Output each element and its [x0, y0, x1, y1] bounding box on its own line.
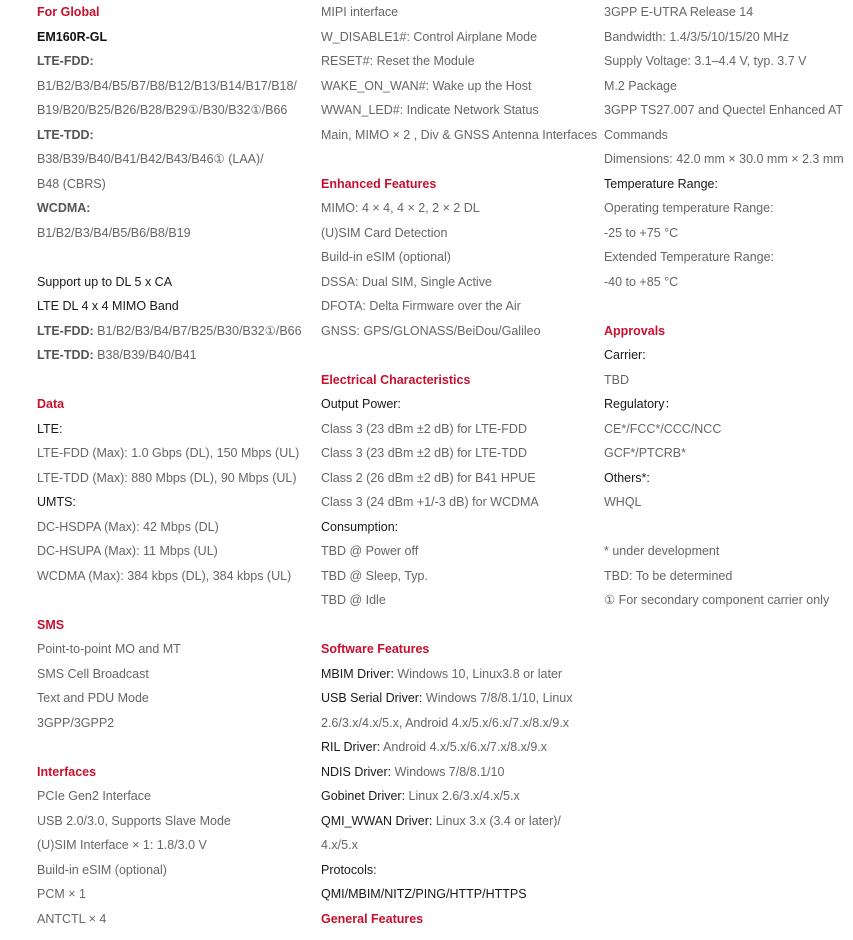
- interface-item: W_DISABLE1#: Control Airplane Mode: [321, 29, 538, 44]
- interface-item: MIPI interface: [321, 5, 399, 19]
- output-power-item: Class 2 (26 dBm ±2 dB) for B41 HPUE: [321, 470, 536, 485]
- operating-temp-label: Operating temperature Range:: [604, 201, 774, 215]
- column-right: [604, 0, 849, 613]
- interface-item: WWAN_LED#: Indicate Network Status: [321, 103, 539, 117]
- interface-item: ANTCTL × 4: [37, 911, 107, 926]
- general-item: Dimensions: 42.0 mm × 30.0 mm × 2.3 mm: [604, 152, 844, 166]
- protocols-label: Protocols:: [321, 862, 377, 877]
- protocols-value: QMI/MBIM/NITZ/PING/HTTP/HTTPS: [321, 887, 527, 901]
- footnote-tbd: TBD: To be determined: [604, 568, 733, 583]
- ndis-driver-value: Windows 7/8/8.1/10: [391, 764, 505, 779]
- qmi-wwan-driver-value: Linux 3.x (3.4 or later)/: [432, 813, 561, 828]
- wcdma-bands: B1/B2/B3/B4/B5/B6/B8/B19: [37, 225, 191, 240]
- wcdma-label: WCDMA:: [37, 201, 91, 215]
- lte-fdd-bands-2: B19/B20/B25/B26/B28/B29①/B30/B32①/B66: [37, 103, 288, 117]
- lte-tdd-label: LTE-TDD:: [37, 127, 94, 142]
- column-middle: [321, 0, 596, 931]
- operating-temp-value: -25 to +75 °C: [604, 225, 679, 240]
- interface-item: WAKE_ON_WAN#: Wake up the Host: [321, 78, 532, 93]
- lte-tdd-rate: LTE-TDD (Max): 880 Mbps (DL), 90 Mbps (UL): [37, 470, 297, 485]
- interface-item: PCM × 1: [37, 887, 86, 901]
- interface-item: Main, MIMO × 2 , Div & GNSS Antenna Interfaces: [321, 127, 598, 142]
- interface-item: RESET#: Reset the Module: [321, 54, 475, 68]
- enhanced-item: Build-in eSIM (optional): [321, 250, 451, 264]
- footnote-under-development: * under development: [604, 544, 720, 558]
- footnote-secondary-carrier: ① For secondary component carrier only: [604, 593, 830, 607]
- mimo-tdd-bands: B38/B39/B40/B41: [93, 348, 197, 362]
- general-item: Commands: [604, 127, 668, 142]
- wcdma-rate: WCDMA (Max): 384 kbps (DL), 384 kbps (UL): [37, 568, 292, 583]
- enhanced-item: MIMO: 4 × 4, 4 × 2, 2 × 2 DL: [321, 201, 480, 215]
- enhanced-item: GNSS: GPS/GLONASS/BeiDou/Galileo: [321, 323, 541, 338]
- lte-fdd-rate: LTE-FDD (Max): 1.0 Gbps (DL), 150 Mbps (UL): [37, 446, 300, 460]
- consumption-item: TBD @ Idle: [321, 593, 386, 607]
- sms-item: Text and PDU Mode: [37, 691, 149, 705]
- consumption-item: TBD @ Power off: [321, 544, 419, 558]
- extended-temp-value: -40 to +85 °C: [604, 274, 679, 289]
- heading-data: Data: [37, 397, 65, 411]
- output-power-item: Class 3 (24 dBm +1/-3 dB) for WCDMA: [321, 495, 539, 509]
- temperature-range-label: Temperature Range:: [604, 176, 718, 191]
- mimo-band-title: LTE DL 4 x 4 MIMO Band: [37, 299, 179, 313]
- umts-label: UMTS:: [37, 495, 76, 509]
- interface-item: USB 2.0/3.0, Supports Slave Mode: [37, 813, 231, 828]
- others-label: Others*:: [604, 470, 650, 485]
- ndis-driver-label: NDIS Driver:: [321, 764, 392, 779]
- heading-enhanced-features: Enhanced Features: [321, 176, 437, 191]
- mimo-fdd-label: LTE-FDD:: [37, 323, 94, 338]
- mimo-fdd-row: [37, 319, 307, 344]
- heading-sms: SMS: [37, 617, 65, 632]
- mimo-tdd-label: LTE-TDD:: [37, 348, 94, 362]
- carrier-label: Carrier:: [604, 348, 646, 362]
- lte-tdd-bands-2: B48 (CBRS): [37, 176, 106, 191]
- output-power-label: Output Power:: [321, 397, 401, 411]
- ril-driver-label: RIL Driver:: [321, 740, 381, 754]
- enhanced-item: DSSA: Dual SIM, Single Active: [321, 274, 492, 289]
- ril-driver-row: [321, 735, 596, 760]
- model-name: EM160R-GL: [37, 29, 108, 44]
- regulatory-label: Regulatory：: [604, 397, 677, 411]
- interface-item: Build-in eSIM (optional): [37, 862, 167, 877]
- gobinet-driver-label: Gobinet Driver:: [321, 789, 406, 803]
- hsdpa-rate: DC-HSDPA (Max): 42 Mbps (DL): [37, 519, 219, 534]
- gobinet-driver-value: Linux 2.6/3.x/4.x/5.x: [405, 789, 520, 803]
- usb-serial-driver-row: [321, 686, 596, 711]
- carrier-value: TBD: [604, 372, 629, 387]
- gobinet-driver-row: [321, 784, 596, 809]
- lte-fdd-bands-1: B1/B2/B3/B4/B5/B7/B8/B12/B13/B14/B17/B18/: [37, 78, 297, 93]
- column-left: [37, 0, 307, 931]
- lte-label: LTE:: [37, 421, 63, 436]
- mbim-driver-value: Windows 10, Linux3.8 or later: [393, 666, 563, 681]
- general-item: Supply Voltage: 3.1–4.4 V, typ. 3.7 V: [604, 54, 807, 68]
- extended-temp-label: Extended Temperature Range:: [604, 250, 775, 264]
- usb-serial-driver-value: Windows 7/8/8.1/10, Linux: [422, 691, 573, 705]
- qmi-wwan-driver-value-cont: 4.x/5.x: [321, 838, 358, 852]
- enhanced-item: DFOTA: Delta Firmware over the Air: [321, 299, 521, 313]
- mimo-tdd-row: [37, 343, 307, 368]
- qmi-wwan-driver-label: QMI_WWAN Driver:: [321, 813, 433, 828]
- heading-interfaces: Interfaces: [37, 764, 97, 779]
- heading-for-global: For Global: [37, 5, 100, 19]
- sms-item: 3GPP/3GPP2: [37, 715, 115, 730]
- interface-item: (U)SIM Interface × 1: 1.8/3.0 V: [37, 838, 207, 852]
- others-value: WHQL: [604, 495, 642, 509]
- heading-general-features: General Features: [321, 911, 424, 926]
- sms-item: SMS Cell Broadcast: [37, 666, 149, 681]
- output-power-item: Class 3 (23 dBm ±2 dB) for LTE-FDD: [321, 421, 527, 436]
- interface-item: PCIe Gen2 Interface: [37, 789, 151, 803]
- output-power-item: Class 3 (23 dBm ±2 dB) for LTE-TDD: [321, 446, 527, 460]
- ndis-driver-row: [321, 760, 596, 785]
- usb-serial-driver-value-cont: 2.6/3.x/4.x/5.x, Android 4.x/5.x/6.x/7.x/8.x/9.x: [321, 715, 570, 730]
- lte-tdd-bands-1: B38/B39/B40/B41/B42/B43/B46① (LAA)/: [37, 152, 264, 166]
- lte-fdd-label: LTE-FDD:: [37, 54, 94, 68]
- qmi-wwan-driver-row: [321, 809, 596, 834]
- general-item: 3GPP TS27.007 and Quectel Enhanced AT: [604, 103, 844, 117]
- usb-serial-driver-label: USB Serial Driver:: [321, 691, 423, 705]
- consumption-item: TBD @ Sleep, Typ.: [321, 568, 428, 583]
- hsupa-rate: DC-HSUPA (Max): 11 Mbps (UL): [37, 544, 218, 558]
- consumption-label: Consumption:: [321, 519, 399, 534]
- mbim-driver-label: MBIM Driver:: [321, 666, 394, 681]
- regulatory-item: CE*/FCC*/CCC/NCC: [604, 421, 722, 436]
- general-item: M.2 Package: [604, 78, 677, 93]
- regulatory-item: GCF*/PTCRB*: [604, 446, 686, 460]
- heading-software-features: Software Features: [321, 642, 430, 656]
- general-item: 3GPP E-UTRA Release 14: [604, 5, 754, 19]
- mbim-driver-row: [321, 662, 596, 687]
- heading-electrical: Electrical Characteristics: [321, 372, 471, 387]
- sms-item: Point-to-point MO and MT: [37, 642, 181, 656]
- ca-support: Support up to DL 5 x CA: [37, 274, 173, 289]
- enhanced-item: (U)SIM Card Detection: [321, 225, 448, 240]
- general-item: Bandwidth: 1.4/3/5/10/15/20 MHz: [604, 29, 789, 44]
- ril-driver-value: Android 4.x/5.x/6.x/7.x/8.x/9.x: [380, 740, 548, 754]
- heading-approvals: Approvals: [604, 323, 666, 338]
- mimo-fdd-bands: B1/B2/B3/B4/B7/B25/B30/B32①/B66: [93, 323, 302, 338]
